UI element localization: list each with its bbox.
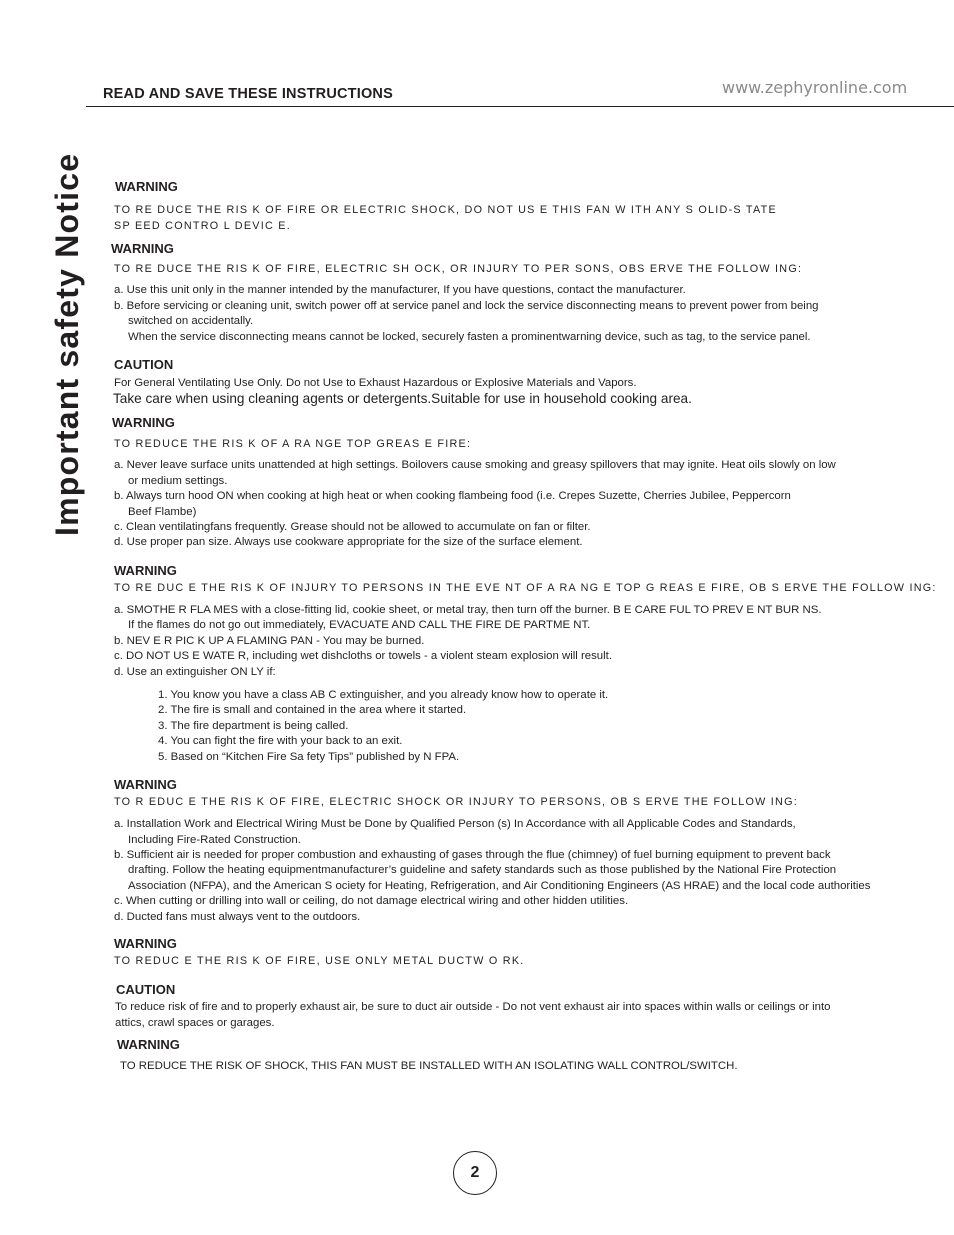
- list-item: c. When cutting or drilling into wall or ceiling, do not damage electrical wiring and other hidden utilities.: [114, 895, 629, 907]
- list-item-cont: or medium settings.: [128, 475, 228, 487]
- numbered-item: 2. The fire is small and contained in the area where it started.: [158, 704, 467, 716]
- numbered-item: 3. The fire department is being called.: [158, 720, 349, 732]
- warning-heading: WARNING: [115, 179, 178, 194]
- list-item: a. Installation Work and Electrical Wiring Must be Done by Qualified Person (s) In Accordance with all Applicable Codes and Standards,: [114, 818, 796, 830]
- caution-text: To reduce risk of fire and to properly exhaust air, be sure to duct air outside - Do not vent exhaust air into spaces within walls or ceilings or into: [115, 1001, 831, 1013]
- caution-text: attics, crawl spaces or garages.: [115, 1017, 275, 1029]
- list-item: c. Clean ventilatingfans frequently. Grease should not be allowed to accumulate on fan or filter.: [114, 521, 591, 533]
- numbered-item: 4. You can fight the fire with your back to an exit.: [158, 735, 403, 747]
- warning-heading: WARNING: [117, 1037, 180, 1052]
- warning-heading: WARNING: [114, 563, 177, 578]
- warning-intro: TO RE DUCE THE RIS K OF FIRE, ELECTRIC SH OCK, OR INJURY TO PER SONS, OBS ERVE THE FOLLOW ING:: [114, 263, 803, 275]
- caution-heading: CAUTION: [116, 982, 176, 997]
- numbered-item: 5. Based on “Kitchen Fire Sa fety Tips” published by N FPA.: [158, 751, 460, 763]
- list-item-cont: switched on accidentally.: [128, 315, 254, 327]
- caution-text: Take care when using cleaning agents or detergents.Suitable for use in household cooking area.: [113, 391, 692, 406]
- warning-text: TO REDUCE THE RISK OF SHOCK, THIS FAN MUST BE INSTALLED WITH AN ISOLATING WALL CONTROL/SWITCH.: [120, 1060, 738, 1072]
- list-item: d. Ducted fans must always vent to the outdoors.: [114, 911, 361, 923]
- list-item-cont: If the flames do not go out immediately, EVACUATE AND CALL THE FIRE DE PARTME NT.: [128, 619, 591, 631]
- list-item: b. NEV E R PIC K UP A FLAMING PAN - You may be burned.: [114, 635, 425, 647]
- side-title: Important safety Notice: [49, 152, 85, 536]
- warning-text: SP EED CONTRO L DEVIC E.: [114, 220, 291, 232]
- page-number: 2: [453, 1151, 497, 1195]
- warning-heading: WARNING: [111, 241, 174, 256]
- list-item-cont: Association (NFPA), and the American S ociety for Heating, Refrigeration, and Air Conditioning Engineers (AS HRAE) and the local code authorities: [128, 880, 871, 892]
- caution-text: For General Ventilating Use Only. Do not Use to Exhaust Hazardous or Explosive Materials and Vapors.: [114, 377, 637, 389]
- list-item: b. Sufficient air is needed for proper combustion and exhausting of gases through the flue (chimney) of fuel burning equipment to prevent back: [114, 849, 831, 861]
- header-title: READ AND SAVE THESE INSTRUCTIONS: [103, 86, 393, 102]
- warning-heading: WARNING: [114, 777, 177, 792]
- warning-intro: TO RE DUC E THE RIS K OF INJURY TO PERSONS IN THE EVE NT OF A RA NG E TOP G REAS E FIRE, OB S ERVE THE FOLLOW ING:: [114, 582, 937, 594]
- list-item: a. Never leave surface units unattended at high settings. Boilovers cause smoking and greasy spillovers that may ignite. Heat oils slowly on low: [114, 459, 836, 471]
- list-item: b. Always turn hood ON when cooking at high heat or when cooking flambeing food (i.e. Crepes Suzette, Cherries Jubilee, Peppercorn: [114, 490, 791, 502]
- list-item: d. Use proper pan size. Always use cookware appropriate for the size of the surface element.: [114, 536, 583, 548]
- numbered-item: 1. You know you have a class AB C extinguisher, and you already know how to operate it.: [158, 689, 609, 701]
- list-item-cont: When the service disconnecting means cannot be locked, securely fasten a prominentwarning device, such as tag, to the service panel.: [128, 331, 811, 343]
- list-item: a. SMOTHE R FLA MES with a close-fitting lid, cookie sheet, or metal tray, then turn off the burner. B E CARE FUL TO PREV E NT BUR NS.: [114, 604, 822, 616]
- warning-intro: TO REDUCE THE RIS K OF A RA NGE TOP GREAS E FIRE:: [114, 438, 472, 450]
- warning-heading: WARNING: [112, 415, 175, 430]
- header-rule: [86, 106, 954, 107]
- list-item-cont: Beef Flambe): [128, 506, 197, 518]
- caution-heading: CAUTION: [114, 357, 174, 372]
- list-item-cont: Including Fire-Rated Construction.: [128, 834, 301, 846]
- warning-text: TO RE DUCE THE RIS K OF FIRE OR ELECTRIC SHOCK, DO NOT US E THIS FAN W ITH ANY S OLID-S TATE: [114, 204, 777, 216]
- warning-intro: TO R EDUC E THE RIS K OF FIRE, ELECTRIC SHOCK OR INJURY TO PERSONS, OB S ERVE THE FOLLOW ING:: [114, 796, 798, 808]
- list-item: d. Use an extinguisher ON LY if:: [114, 666, 276, 678]
- warning-heading: WARNING: [114, 936, 177, 951]
- list-item-cont: drafting. Follow the heating equipmentmanufacturer’s guideline and safety standards such as those published by the National Fire Protection: [128, 864, 837, 876]
- list-item: c. DO NOT US E WATE R, including wet dishcloths or towels - a violent steam explosion will result.: [114, 650, 612, 662]
- website-url: www.zephyronline.com: [722, 78, 908, 97]
- list-item: b. Before servicing or cleaning unit, switch power off at service panel and lock the service disconnecting means to prevent power from being: [114, 300, 819, 312]
- warning-intro: TO REDUC E THE RIS K OF FIRE, USE ONLY METAL DUCTW O RK.: [114, 955, 525, 967]
- list-item: a. Use this unit only in the manner intended by the manufacturer, If you have questions, contact the manufacturer.: [114, 284, 686, 296]
